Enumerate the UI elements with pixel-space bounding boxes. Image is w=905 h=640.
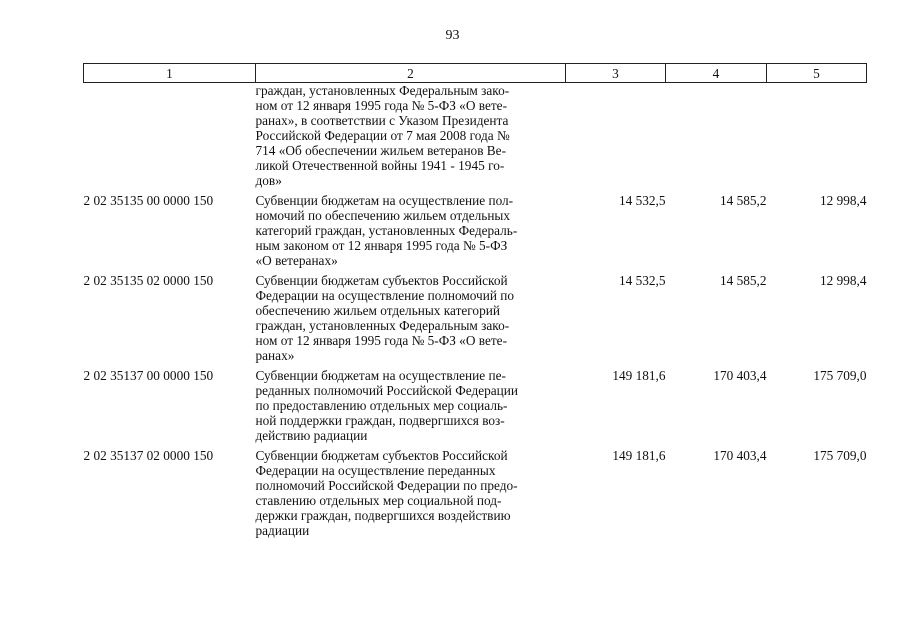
amount-col4: 170 403,4 bbox=[713, 448, 767, 463]
description-line: ном от 12 января 1995 года № 5-ФЗ «О вете- bbox=[255, 98, 507, 113]
row-description bbox=[256, 368, 566, 448]
budget-table bbox=[83, 63, 867, 543]
continuation-row bbox=[84, 83, 867, 194]
amount-col3: 14 532,5 bbox=[618, 273, 666, 288]
description-line: 714 «Об обеспечении жильем ветеранов Ве- bbox=[255, 143, 507, 158]
table-row bbox=[84, 273, 867, 368]
description-line: реданных полномочий Российской Федерации bbox=[255, 383, 519, 398]
description-line: Федерации на осуществление полномочий по bbox=[255, 288, 515, 303]
budget-code: 2 02 35135 02 0000 150 bbox=[83, 273, 214, 288]
amount-col4: 170 403,4 bbox=[713, 368, 767, 383]
description-line: обеспечению жильем отдельных категорий bbox=[255, 303, 500, 318]
budget-code: 2 02 35137 02 0000 150 bbox=[83, 448, 214, 463]
description-line: граждан, установленных Федеральным зако- bbox=[255, 83, 510, 98]
budget-code: 2 02 35135 00 0000 150 bbox=[83, 193, 214, 208]
header-row bbox=[84, 64, 867, 83]
column-header-4: 4 bbox=[666, 64, 767, 83]
amount-col3: 14 532,5 bbox=[618, 193, 666, 208]
amount-col5: 12 998,4 bbox=[819, 273, 867, 288]
column-header-3: 3 bbox=[566, 64, 666, 83]
description-line: ранах», в соответствии с Указом Президента bbox=[255, 113, 509, 128]
row-description bbox=[256, 448, 566, 543]
amount-col3: 149 181,6 bbox=[612, 448, 666, 463]
description-line: Субвенции бюджетам субъектов Российской bbox=[255, 273, 508, 288]
description-line: Федерации на осуществление переданных bbox=[255, 463, 496, 478]
amount-col4: 14 585,2 bbox=[719, 273, 767, 288]
table-row bbox=[84, 368, 867, 448]
description-line: держки граждан, подвергшихся воздействию bbox=[255, 508, 511, 523]
description-line: ном от 12 января 1995 года № 5-ФЗ «О вете- bbox=[255, 333, 507, 348]
row-description bbox=[256, 273, 566, 368]
description-line: полномочий Российской Федерации по предо- bbox=[255, 478, 518, 493]
description-line: граждан, установленных Федеральным зако- bbox=[255, 318, 510, 333]
description-line: категорий граждан, установленных Федераль- bbox=[255, 223, 518, 238]
continuation-code-cell bbox=[84, 83, 256, 194]
amount-col5: 175 709,0 bbox=[813, 368, 867, 383]
budget-code: 2 02 35137 00 0000 150 bbox=[83, 368, 214, 383]
amount-col4: 14 585,2 bbox=[719, 193, 767, 208]
description-line: дов» bbox=[255, 173, 282, 188]
continuation-col5 bbox=[767, 83, 867, 194]
table-row bbox=[84, 193, 867, 273]
description-line: ликой Отечественной войны 1941 - 1945 го- bbox=[255, 158, 505, 173]
description-line: ной поддержки граждан, подвергшихся воз- bbox=[255, 413, 505, 428]
description-line: Субвенции бюджетам субъектов Российской bbox=[255, 448, 508, 463]
table-header bbox=[84, 64, 867, 83]
description-line: номочий по обеспечению жильем отдельных bbox=[255, 208, 511, 223]
description-line: по предоставлению отдельных мер социаль- bbox=[255, 398, 508, 413]
table-row bbox=[84, 448, 867, 543]
column-header-2: 2 bbox=[256, 64, 566, 83]
amount-col5: 175 709,0 bbox=[813, 448, 867, 463]
description-line: ставлению отдельных мер социальной под- bbox=[255, 493, 502, 508]
row-description bbox=[256, 193, 566, 273]
description-line: Субвенции бюджетам на осуществление пе- bbox=[255, 368, 506, 383]
continuation-description bbox=[256, 83, 566, 194]
continuation-col3 bbox=[566, 83, 666, 194]
amount-col5: 12 998,4 bbox=[819, 193, 867, 208]
description-line: Субвенции бюджетам на осуществление пол- bbox=[255, 193, 514, 208]
description-line: Российской Федерации от 7 мая 2008 года № bbox=[255, 128, 510, 143]
description-line: «О ветеранах» bbox=[255, 253, 338, 268]
amount-col3: 149 181,6 bbox=[612, 368, 666, 383]
description-line: ранах» bbox=[255, 348, 295, 363]
description-line: ным законом от 12 января 1995 года № 5-ФЗ bbox=[255, 238, 508, 253]
description-line: действию радиации bbox=[255, 428, 368, 443]
continuation-col4 bbox=[666, 83, 767, 194]
table-body bbox=[84, 83, 867, 544]
description-line: радиации bbox=[255, 523, 310, 538]
page-number: 93 bbox=[445, 28, 460, 43]
column-header-5: 5 bbox=[767, 64, 867, 83]
column-header-1: 1 bbox=[84, 64, 256, 83]
